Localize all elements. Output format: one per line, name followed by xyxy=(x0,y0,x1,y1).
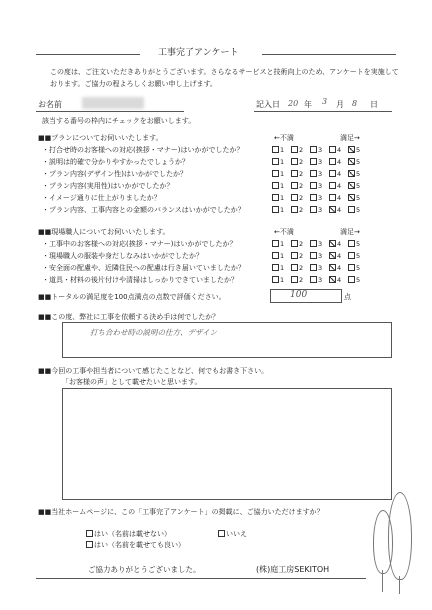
homepage-no[interactable]: いいえ xyxy=(218,530,247,539)
rating-checkbox[interactable] xyxy=(310,264,317,271)
rating-checkbox[interactable] xyxy=(310,158,317,165)
rating-option[interactable] xyxy=(348,206,367,215)
date-day: 8 xyxy=(352,99,358,108)
rating-option[interactable] xyxy=(272,206,291,215)
rating-number: 1 xyxy=(280,206,285,214)
rating-checkbox[interactable] xyxy=(291,146,298,153)
section1-rating-row-4 xyxy=(272,182,367,191)
rating-number: 5 xyxy=(356,182,361,190)
date-year: 20 xyxy=(288,99,299,108)
rating-number: 4 xyxy=(337,194,342,202)
rating-number: 4 xyxy=(337,182,342,190)
rating-option[interactable] xyxy=(329,182,348,191)
voice-sublabel: 「お客様の声」として載せたいと思います。 xyxy=(62,378,202,386)
rating-option[interactable] xyxy=(310,264,329,273)
rating-option[interactable] xyxy=(348,252,367,261)
date-day-unit: 日 xyxy=(370,100,378,109)
rating-option[interactable] xyxy=(291,170,310,179)
rating-number: 2 xyxy=(299,264,304,272)
rating-option[interactable] xyxy=(272,194,291,203)
section1-rating-row-3 xyxy=(272,170,367,179)
rating-number: 1 xyxy=(280,158,285,166)
total-score-label: ■■トータルの満足度を100点満点の点数で評価ください。 xyxy=(38,293,226,301)
rating-number: 5 xyxy=(356,170,361,178)
rating-option[interactable] xyxy=(348,170,367,179)
footer-rule xyxy=(36,578,366,579)
rating-number: 4 xyxy=(337,206,342,214)
footer-thanks: ご協力ありがとうございました。 xyxy=(88,565,201,574)
rating-number: 2 xyxy=(299,252,304,260)
rating-option[interactable] xyxy=(310,206,329,215)
rating-option[interactable] xyxy=(348,276,367,285)
rating-checkbox[interactable] xyxy=(348,264,355,271)
rating-option[interactable] xyxy=(291,240,310,249)
section2-rating-row-2 xyxy=(272,252,367,261)
rating-number: 2 xyxy=(299,194,304,202)
section1-question-6: ・プラン内容、工事内容との金額のバランスはいかがでしたか？ xyxy=(42,206,245,214)
rating-number: 5 xyxy=(356,276,361,284)
rating-option[interactable] xyxy=(310,158,329,167)
rating-option[interactable] xyxy=(310,170,329,179)
rating-checkbox[interactable] xyxy=(348,240,355,247)
section1-rating-row-1 xyxy=(272,146,367,155)
rating-number: 5 xyxy=(356,158,361,166)
section1-question-3: ・プラン内容(デザイン性)はいかがでしたか？ xyxy=(42,170,187,178)
rating-number: 5 xyxy=(356,252,361,260)
rating-checkbox-checked[interactable] xyxy=(348,146,355,153)
rating-checkbox[interactable] xyxy=(310,182,317,189)
decision-answer-text: 打ち合わせ時の説明の仕方、デザイン xyxy=(90,328,217,337)
rating-checkbox[interactable] xyxy=(272,158,279,165)
rating-checkbox[interactable] xyxy=(272,206,279,213)
header-rule-right xyxy=(262,54,396,55)
rating-option[interactable] xyxy=(310,182,329,191)
scale-left-1: ←不満 xyxy=(274,134,294,142)
rating-checkbox[interactable] xyxy=(310,194,317,201)
section2-heading: ■■現場職人についてお伺いいたします。 xyxy=(38,228,170,236)
rating-checkbox[interactable] xyxy=(272,252,279,259)
date-label: 記入日 xyxy=(256,100,280,109)
date-month-unit: 月 xyxy=(336,100,344,109)
tree-trunk-right xyxy=(399,576,400,594)
total-score-unit: 点 xyxy=(344,293,351,301)
rating-number: 3 xyxy=(318,158,323,166)
section1-question-5: ・イメージ通りに仕上がりましたか？ xyxy=(42,194,161,202)
section2-question-3: ・安全面の配慮や、近隣住民への配慮は行き届いていましたか？ xyxy=(42,264,245,272)
rating-checkbox[interactable] xyxy=(310,276,317,283)
rating-number: 5 xyxy=(356,264,361,272)
rating-checkbox-checked[interactable] xyxy=(329,264,336,271)
section2-question-1: ・工事中のお客様への対応(挨拶・マナー)はいかがでしたか？ xyxy=(42,240,237,248)
rating-checkbox-checked[interactable] xyxy=(329,252,336,259)
rating-number: 1 xyxy=(280,194,285,202)
rating-number: 3 xyxy=(318,240,323,248)
rating-number: 5 xyxy=(356,240,361,248)
rating-checkbox[interactable] xyxy=(348,252,355,259)
page-title: 工事完了アンケート xyxy=(158,48,239,58)
rating-checkbox-checked[interactable] xyxy=(348,170,355,177)
rating-number: 3 xyxy=(318,194,323,202)
rating-number: 3 xyxy=(318,252,323,260)
section1-question-2: ・説明は的確で分かりやすかったでしょうか？ xyxy=(42,158,189,166)
rating-number: 2 xyxy=(299,276,304,284)
rating-number: 5 xyxy=(356,194,361,202)
rating-checkbox[interactable] xyxy=(329,194,336,201)
section2-rating-row-3 xyxy=(272,264,367,273)
rating-number: 2 xyxy=(299,146,304,154)
rating-checkbox-checked[interactable] xyxy=(348,158,355,165)
section1-rating-row-2 xyxy=(272,158,367,167)
rating-number: 2 xyxy=(299,240,304,248)
rating-option[interactable] xyxy=(348,264,367,273)
rating-option[interactable] xyxy=(310,146,329,155)
rating-checkbox[interactable] xyxy=(291,170,298,177)
rating-option[interactable] xyxy=(272,276,291,285)
rating-number: 5 xyxy=(356,206,361,214)
rating-option[interactable] xyxy=(291,146,310,155)
rating-option[interactable] xyxy=(348,194,367,203)
rating-option[interactable] xyxy=(310,252,329,261)
tree-trunk-left xyxy=(382,570,383,592)
rating-number: 2 xyxy=(299,182,304,190)
rating-checkbox[interactable] xyxy=(348,206,355,213)
rating-number: 3 xyxy=(318,206,323,214)
intro-line-1: この度は、ご注文いただきありがとうございます。さらなるサービスと技術向上のため、アンケートを実施して xyxy=(50,68,399,76)
homepage-yes-anon[interactable]: はい（名前は載せない） xyxy=(86,530,171,539)
footer-company: (株)庭工房SEKITOH xyxy=(256,565,330,574)
rating-option[interactable] xyxy=(291,252,310,261)
section2-rating-row-4 xyxy=(272,276,367,285)
scale-left-2: ←不満 xyxy=(274,228,294,236)
rating-option[interactable] xyxy=(329,158,348,167)
rating-checkbox[interactable] xyxy=(291,158,298,165)
rating-checkbox[interactable] xyxy=(272,194,279,201)
rating-number: 3 xyxy=(318,276,323,284)
rating-number: 4 xyxy=(337,276,342,284)
rating-checkbox[interactable] xyxy=(329,170,336,177)
rating-checkbox[interactable] xyxy=(272,240,279,247)
rating-option[interactable] xyxy=(329,240,348,249)
rating-option[interactable] xyxy=(272,170,291,179)
rating-number: 3 xyxy=(318,182,323,190)
total-score-value: 100 xyxy=(290,290,308,300)
rating-checkbox[interactable] xyxy=(291,264,298,271)
scale-right-1: 満足→ xyxy=(340,134,360,142)
rating-checkbox[interactable] xyxy=(310,240,317,247)
rating-checkbox[interactable] xyxy=(348,276,355,283)
rating-checkbox[interactable] xyxy=(310,170,317,177)
section2-rating-row-1 xyxy=(272,240,367,249)
rating-number: 3 xyxy=(318,264,323,272)
checkbox-yes-anon[interactable] xyxy=(86,530,93,537)
rating-number: 4 xyxy=(337,252,342,260)
intro-line-2: おります。ご協力の程よろしくお願い申し上げます。 xyxy=(50,80,217,88)
rating-option[interactable] xyxy=(329,146,348,155)
rating-option[interactable] xyxy=(329,276,348,285)
decision-label: ■■この度、弊社に工事を依頼する決め手は何でしたか？ xyxy=(38,313,220,321)
rating-checkbox[interactable] xyxy=(291,252,298,259)
rating-checkbox[interactable] xyxy=(291,194,298,201)
date-underline xyxy=(254,111,392,112)
rating-option[interactable] xyxy=(329,170,348,179)
section2-question-4: ・道具・材料の後片付けや清掃はしっかりできていましたか？ xyxy=(42,276,238,284)
rating-option[interactable] xyxy=(329,252,348,261)
rating-checkbox-checked[interactable] xyxy=(348,182,355,189)
rating-number: 4 xyxy=(337,264,342,272)
rating-checkbox[interactable] xyxy=(272,146,279,153)
rating-option[interactable] xyxy=(310,276,329,285)
rating-number: 1 xyxy=(280,240,285,248)
rating-checkbox[interactable] xyxy=(291,240,298,247)
rating-number: 2 xyxy=(299,170,304,178)
rating-checkbox-checked[interactable] xyxy=(329,276,336,283)
section1-question-4: ・プラン内容(実用性)はいかがでしたか？ xyxy=(42,182,174,190)
rating-option[interactable] xyxy=(291,206,310,215)
rating-number: 4 xyxy=(337,146,342,154)
rating-number: 5 xyxy=(356,146,361,154)
rating-checkbox-checked[interactable] xyxy=(348,194,355,201)
voice-label: ■■今回の工事や担当者について感じたことなど、何でもお書き下さい。 xyxy=(38,367,269,375)
date-month: 3 xyxy=(322,97,328,106)
rating-number: 1 xyxy=(280,252,285,260)
checkbox-no[interactable] xyxy=(218,530,225,537)
header-rule-left xyxy=(36,54,140,55)
rating-option[interactable] xyxy=(291,264,310,273)
scale-right-2: 満足→ xyxy=(340,228,360,236)
tree-decoration-right xyxy=(388,492,412,580)
name-redacted xyxy=(82,97,144,109)
rating-checkbox[interactable] xyxy=(272,276,279,283)
rating-number: 2 xyxy=(299,206,304,214)
rating-number: 1 xyxy=(280,170,285,178)
rating-number: 4 xyxy=(337,158,342,166)
rating-checkbox[interactable] xyxy=(272,264,279,271)
section2-question-2: ・現場職人の服装や身だしなみはいかがでしたか？ xyxy=(42,252,203,260)
rating-option[interactable] xyxy=(272,252,291,261)
rating-number: 4 xyxy=(337,170,342,178)
rating-checkbox[interactable] xyxy=(291,206,298,213)
rating-option[interactable] xyxy=(310,240,329,249)
rating-checkbox[interactable] xyxy=(310,146,317,153)
rating-option[interactable] xyxy=(272,240,291,249)
date-year-unit: 年 xyxy=(304,100,312,109)
rating-option[interactable] xyxy=(291,158,310,167)
rating-option[interactable] xyxy=(329,206,348,215)
section1-question-1: ・打合せ時のお客様への対応(挨拶・マナー)はいかがでしたか？ xyxy=(42,146,244,154)
rating-checkbox-checked[interactable] xyxy=(329,240,336,247)
rating-checkbox[interactable] xyxy=(291,276,298,283)
rating-number: 3 xyxy=(318,146,323,154)
rating-checkbox-checked[interactable] xyxy=(329,206,336,213)
rating-option[interactable] xyxy=(291,194,310,203)
rating-number: 1 xyxy=(280,276,285,284)
section1-rating-row-6 xyxy=(272,206,367,215)
rating-checkbox[interactable] xyxy=(310,252,317,259)
homepage-yes-named[interactable]: はい（名前を載せても良い） xyxy=(86,541,185,550)
rating-number: 2 xyxy=(299,158,304,166)
rating-option[interactable] xyxy=(272,264,291,273)
rating-checkbox[interactable] xyxy=(272,170,279,177)
rating-number: 1 xyxy=(280,146,285,154)
rating-option[interactable] xyxy=(348,182,367,191)
checkbox-yes-named[interactable] xyxy=(86,541,93,548)
rating-option[interactable] xyxy=(291,182,310,191)
rating-option[interactable] xyxy=(329,264,348,273)
section1-rating-row-5 xyxy=(272,194,367,203)
rating-number: 4 xyxy=(337,240,342,248)
voice-answer-box[interactable] xyxy=(62,388,392,500)
name-underline xyxy=(36,111,184,112)
rating-checkbox[interactable] xyxy=(291,182,298,189)
rating-checkbox[interactable] xyxy=(310,206,317,213)
rating-number: 1 xyxy=(280,264,285,272)
rating-option[interactable] xyxy=(310,194,329,203)
rating-number: 3 xyxy=(318,170,323,178)
rating-checkbox[interactable] xyxy=(329,158,336,165)
rating-option[interactable] xyxy=(329,194,348,203)
rating-checkbox[interactable] xyxy=(329,146,336,153)
name-label: お名前 xyxy=(38,100,62,109)
rating-option[interactable] xyxy=(272,182,291,191)
rating-option[interactable] xyxy=(348,158,367,167)
instruction-text: 該当する番号の枠内にチェックをお願いします。 xyxy=(42,117,196,125)
rating-option[interactable] xyxy=(291,276,310,285)
rating-checkbox[interactable] xyxy=(272,182,279,189)
rating-option[interactable] xyxy=(348,146,367,155)
homepage-label: ■■当社ホームページに、この「工事完了アンケート」の掲載に、ご協力いただけますか？ xyxy=(38,508,324,516)
section1-heading: ■■プランについてお伺いいたします。 xyxy=(38,134,163,142)
rating-option[interactable] xyxy=(272,158,291,167)
rating-checkbox[interactable] xyxy=(329,182,336,189)
rating-option[interactable] xyxy=(272,146,291,155)
rating-number: 1 xyxy=(280,182,285,190)
rating-option[interactable] xyxy=(348,240,367,249)
